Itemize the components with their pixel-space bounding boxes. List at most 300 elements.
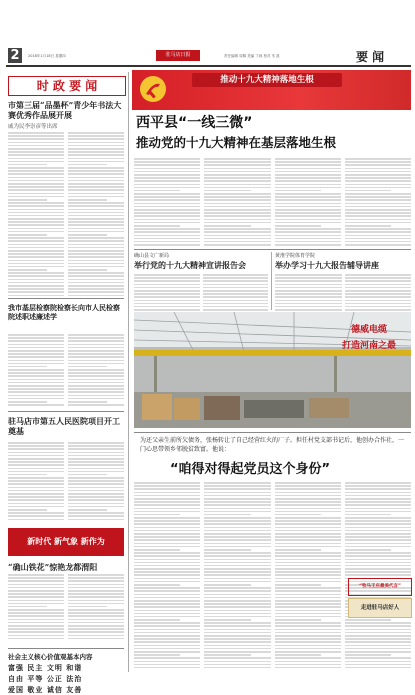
body-text-line [8,580,64,582]
body-text-line [134,543,200,545]
body-text-line [8,480,64,482]
body-text-line [8,356,64,358]
body-text-line [8,272,64,274]
body-text-line [68,148,124,150]
body-text-line [8,250,64,252]
body-column [8,334,64,409]
body-text-line [134,238,200,240]
body-text-line [345,190,391,192]
body-text-line [134,212,200,214]
body-text-line [275,235,341,237]
body-text-line [275,168,341,170]
body-text-line [275,536,341,538]
body-text-line [204,501,270,503]
body-text-line [134,641,200,643]
body-text-line [204,616,270,618]
body-text-line [8,295,64,297]
body-text-line [204,635,270,637]
body-text-line [275,212,341,214]
body-text-line [68,574,124,576]
body-text-line [68,253,124,255]
body-text-line [275,546,341,548]
body-text-line [275,603,341,605]
body-text-line [275,562,341,564]
body-text-line [68,398,124,400]
body-text-line [8,288,64,290]
body-text-line [134,228,200,230]
body-text-line [8,138,64,140]
body-text-line [204,527,270,529]
body-text-line [345,654,391,656]
body-text-line [134,654,180,656]
body-text-line [134,219,200,221]
body-text-line [275,641,341,643]
section-title-box [8,76,126,96]
body-text-line [8,600,64,602]
body-text-line [134,215,200,217]
body-text-line [275,616,341,618]
body-text-line [204,657,270,659]
body-text-line [8,202,64,204]
body-text-line [203,309,269,311]
body-text-line [8,199,47,201]
body-text-line [345,632,411,634]
body-text-line [275,238,341,240]
body-text-line [68,360,124,362]
body-text-line [134,616,200,618]
body-text-line [134,629,200,631]
body-text-line [68,468,124,470]
body-text-line [204,571,270,573]
body-text-line [345,222,411,224]
body-text-line [134,517,200,519]
body-text-line [204,508,270,510]
body-text-line [275,625,341,627]
body-text-line [68,499,124,501]
body-text-line [8,388,64,390]
body-text-line [275,293,342,295]
body-text-line [68,628,124,630]
body-text-line [68,186,124,188]
body-text-line [275,158,341,160]
body-text-line [134,498,200,500]
body-text-line [275,225,321,227]
body-text-line [204,622,270,624]
body-text-line [134,600,200,602]
body-text-line [204,498,270,500]
story3-body [8,442,124,524]
body-text-line [68,379,124,381]
body-text-line [345,161,411,163]
body-text-line [68,596,124,598]
body-text-line [68,135,124,137]
body-text-line [275,520,341,522]
body-text-line [8,619,64,621]
body-text-line [345,514,391,516]
body-text-line [275,514,321,516]
body-text-line [275,171,341,173]
body-text-line [275,206,341,208]
body-text-line [134,581,200,583]
body-text-line [134,539,200,541]
body-text-line [8,391,64,393]
body-text-line [345,177,411,179]
body-text-line [345,174,411,176]
body-text-line [204,574,270,576]
body-text-line [345,622,411,624]
body-text-line [345,241,411,243]
body-text-line [8,631,64,633]
column-divider [128,72,129,672]
body-text-line [68,334,124,336]
body-text-line [203,300,269,302]
body-text-line [275,492,341,494]
body-text-line [134,168,200,170]
body-text-line [204,215,270,217]
body-text-line [8,186,64,188]
body-text-line [8,282,64,284]
body-text-line [204,492,270,494]
body-text-line [275,552,341,554]
body-text-line [134,187,200,189]
date-line: 2018年1月18日 星期四 [28,54,66,58]
body-text-line [68,164,107,166]
body-text-line [204,667,270,669]
body-text-line [68,580,124,582]
body-text-line [345,574,411,576]
body-text-line [204,244,270,246]
body-text-line [345,238,411,240]
body-text-line [345,536,411,538]
body-text-line [345,651,411,653]
body-text-line [345,559,411,561]
body-text-line [8,142,64,144]
body-text-line [204,581,270,583]
body-text-line [68,509,107,511]
body-text-line [345,293,412,295]
body-text-line [8,515,64,517]
body-text-line [345,309,412,311]
body-text-line [68,167,124,169]
left-column [8,72,126,694]
body-text-line [8,269,47,271]
body-text-line [68,173,124,175]
body-text-line [134,571,200,573]
body-text-line [134,574,200,576]
body-text-line [8,170,64,172]
body-text-line [204,212,270,214]
body-text-line [134,559,200,561]
body-text-line [345,539,411,541]
section-title: 时 政 要 闻 [36,79,98,93]
body-text-line [68,464,124,466]
body-text-line [275,578,341,580]
body-text-line [275,629,341,631]
body-text-line [204,190,250,192]
body-text-line [345,667,411,669]
new-era-banner [8,528,124,556]
body-text-line [8,587,64,589]
body-text-line [134,562,200,564]
body-text-line [134,619,180,621]
body-column [134,274,200,312]
body-text-line [68,215,124,217]
body-text-line [275,244,341,246]
body-text-line [275,597,341,599]
page-number: 2 [8,48,22,63]
body-text-line [275,306,342,308]
body-text-line [68,212,124,214]
core-values-row: 富强 民主 文明 和谐 [8,664,83,672]
body-text-line [68,247,124,249]
body-text-line [8,205,64,207]
body-text-line [204,488,270,490]
body-text-line [134,274,200,276]
photo-caption-panel [332,322,406,372]
body-text-line [345,180,411,182]
body-text-line [134,284,200,286]
body-text-line [134,606,200,608]
body-text-line [345,215,411,217]
body-text-line [204,225,250,227]
body-text-line [204,196,270,198]
body-text-line [68,366,107,368]
body-text-line [275,664,341,666]
body-text-line [8,167,64,169]
body-text-line [134,527,200,529]
body-text-line [275,622,341,624]
body-text-line [8,161,64,163]
body-text-line [204,559,270,561]
body-text-line [68,234,107,236]
body-text-line [134,495,200,497]
body-text-line [275,508,341,510]
body-text-line [134,206,200,208]
body-text-line [8,350,64,352]
body-text-line [68,584,124,586]
body-text-line [8,635,64,637]
body-text-line [275,187,341,189]
body-text-line [204,584,250,586]
body-text-line [275,177,341,179]
body-text-line [68,151,124,153]
body-text-line [68,177,124,179]
body-text-line [8,237,64,239]
body-text-line [68,244,124,246]
body-text-line [345,530,411,532]
body-text-line [68,193,124,195]
body-column [345,274,412,312]
body-text-line [275,574,341,576]
body-text-line [8,353,64,355]
body-text-line [275,203,341,205]
body-text-line [134,504,200,506]
body-text-line [275,613,341,615]
body-text-line [204,164,270,166]
brand-name: 驻马店日报 [165,52,191,58]
body-text-line [68,369,124,371]
body-text-line [275,161,341,163]
body-text-line [8,452,64,454]
body-text-line [275,645,341,647]
body-text-line [203,284,269,286]
body-text-line [8,363,64,365]
body-text-line [8,471,64,473]
body-text-line [134,603,200,605]
body-text-line [204,625,270,627]
body-text-line [68,180,124,182]
party-emblem-icon [138,74,168,104]
body-text-line [345,306,412,308]
body-text-line [345,568,411,570]
body-text-line [8,596,64,598]
bottom-story-body [134,482,411,672]
body-text-line [8,218,64,220]
body-text-line [275,193,341,195]
factory-photo [134,312,411,428]
body-text-line [204,511,270,513]
body-text-line [68,356,124,358]
body-text-line [134,533,200,535]
body-text-line [275,196,341,198]
body-text-line [8,590,64,592]
body-text-line [8,337,64,339]
body-text-line [134,222,200,224]
body-text-line [68,612,124,614]
body-text-line [68,395,124,397]
body-text-line [275,517,341,519]
body-text-line [275,648,341,650]
body-text-line [134,287,200,289]
body-text-line [68,372,124,374]
body-text-line [68,577,124,579]
body-text-line [204,174,270,176]
body-text-line [68,221,124,223]
body-text-line [8,577,64,579]
substory-body [275,274,411,314]
body-text-line [134,309,200,311]
body-text-line [68,375,124,377]
body-column [8,442,64,524]
body-text-line [345,209,411,211]
body-text-line [134,520,200,522]
body-text-line [68,228,124,230]
body-text-line [345,498,411,500]
body-text-line [8,266,64,268]
body-text-line [134,546,200,548]
body-text-line [68,344,124,346]
body-text-line [275,190,321,192]
body-text-line [204,168,270,170]
body-text-line [203,277,269,279]
body-text-line [275,296,342,298]
body-text-line [345,158,411,160]
body-text-line [345,164,411,166]
body-text-line [204,590,270,592]
body-text-line [8,366,47,368]
body-text-line [134,306,200,308]
body-text-line [8,455,64,457]
body-text-line [275,222,341,224]
body-text-line [8,279,64,281]
body-text-line [134,158,200,160]
body-text-line [8,468,64,470]
body-text-line [134,296,200,298]
substory-body [134,274,268,314]
photo-caption-line2: 打造河南之最 [341,341,396,351]
body-text-line [8,445,64,447]
body-text-line [203,296,269,298]
body-text-line [134,632,200,634]
story3-headline: 驻马店市第五人民医院项目开工奠基 [8,416,120,436]
body-text-line [203,293,269,295]
body-text-line [204,536,270,538]
body-column [134,482,200,672]
body-text-line [8,244,64,246]
body-text-line [204,654,250,656]
body-text-line [8,503,64,505]
body-text-line [204,587,270,589]
body-text-line [204,578,270,580]
body-text-line [68,496,124,498]
body-text-line [275,290,342,292]
body-text-line [345,641,411,643]
body-text-line [275,543,341,545]
body-text-line [345,571,411,573]
body-text-line [134,209,200,211]
body-text-line [8,398,64,400]
body-text-line [345,485,411,487]
body-text-line [8,382,64,384]
body-text-line [204,241,270,243]
body-text-line [275,180,341,182]
body-text-line [345,562,411,564]
right-box-1-label: “牧马王庄最美代言” [359,584,401,589]
body-column [8,574,64,644]
body-text-line [203,274,269,276]
body-text-line [345,552,411,554]
body-text-line [8,369,64,371]
body-text-line [345,648,411,650]
body-text-line [345,171,411,173]
body-text-line [204,193,270,195]
body-text-line [275,590,341,592]
body-text-line [345,645,411,647]
body-text-line [275,654,321,656]
body-text-line [204,199,270,201]
body-text-line [204,606,270,608]
body-text-line [204,222,270,224]
body-text-line [275,174,341,176]
body-text-line [275,523,341,525]
bottom-story-rule [134,432,411,433]
body-text-line [204,238,270,240]
body-text-line [134,235,200,237]
body-text-line [68,224,124,226]
body-text-line [134,549,180,551]
body-text-line [8,375,64,377]
body-text-line [275,565,341,567]
body-text-line [275,504,341,506]
body-text-line [68,619,124,621]
substory-left [134,252,268,310]
body-text-line [68,490,124,492]
body-text-line [8,615,64,617]
body-text-line [345,244,411,246]
body-text-line [8,477,64,479]
body-text-line [68,231,124,233]
body-text-line [68,272,124,274]
